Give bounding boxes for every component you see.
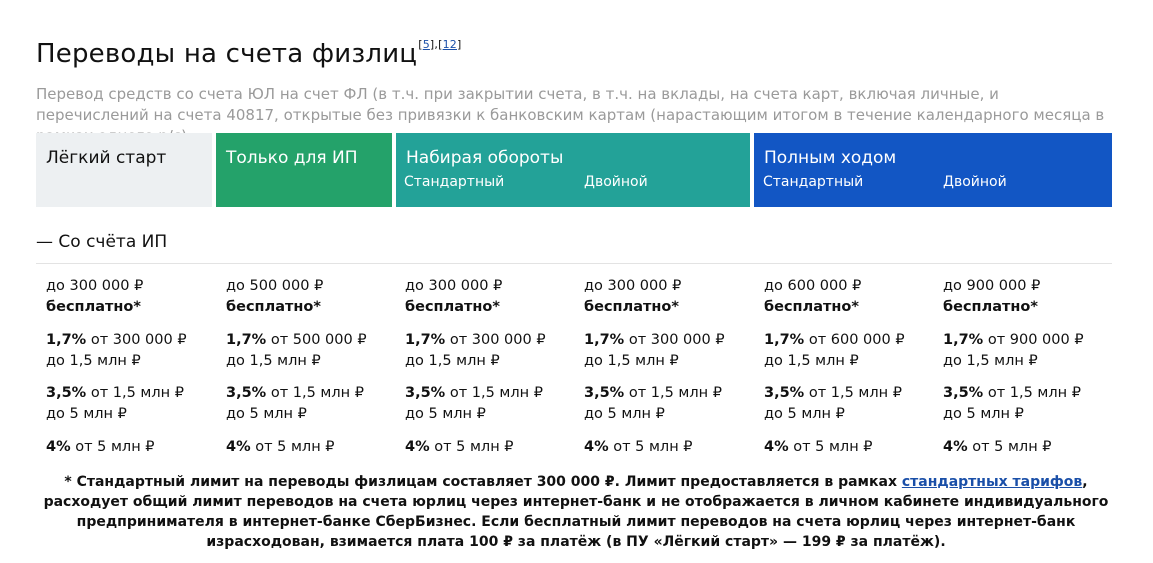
free-label: бесплатно* [46,299,141,315]
tier-upto: до 5 млн ₽ [226,406,307,422]
tier-from: от 1,5 млн ₽ [86,385,184,401]
tier-3 [584,437,693,458]
tier-rate: 1,7% [943,332,984,348]
plan-header-full-speed [754,133,1112,207]
tier-from: от 600 000 ₽ [804,332,905,348]
plan-header-easy-start [36,133,212,207]
tier-upto: до 5 млн ₽ [584,406,665,422]
tier-rate: 4% [764,439,789,455]
tier-upto: до 1,5 млн ₽ [226,353,321,369]
tier-1 [405,330,546,372]
tier-rate: 3,5% [764,385,805,401]
tier-2 [584,383,722,425]
tier-rate: 1,7% [405,332,446,348]
ref-separator: ],[ [429,38,443,51]
tier-2 [46,383,184,425]
plan-header-gaining-momentum [396,133,750,207]
section-heading-ip-account[interactable]: — Со счёта ИП [36,232,168,252]
free-tier [584,276,681,318]
free-limit: до 300 000 ₽ [584,278,682,294]
tier-from: от 5 млн ₽ [608,439,693,455]
tier-upto: до 1,5 млн ₽ [405,353,500,369]
tier-from: от 1,5 млн ₽ [983,385,1081,401]
tier-from: от 300 000 ₽ [86,332,187,348]
tier-3 [764,437,873,458]
tier-from: от 500 000 ₽ [266,332,367,348]
tier-1 [764,330,905,372]
free-limit: до 300 000 ₽ [405,278,503,294]
tier-rate: 1,7% [46,332,87,348]
ref-bracket: [ [418,38,423,51]
tier-1 [584,330,725,372]
reference-link-12[interactable]: 12 [442,38,458,51]
tier-rate: 3,5% [943,385,984,401]
free-label: бесплатно* [584,299,679,315]
free-limit: до 600 000 ₽ [764,278,862,294]
tier-1 [46,330,187,372]
tier-upto: до 5 млн ₽ [405,406,486,422]
tier-rate: 4% [584,439,609,455]
tier-from: от 5 млн ₽ [788,439,873,455]
tier-upto: до 5 млн ₽ [46,406,127,422]
tier-from: от 5 млн ₽ [967,439,1052,455]
page-title-text: Переводы на счета физлиц [36,39,418,69]
tier-from: от 1,5 млн ₽ [804,385,902,401]
tier-from: от 300 000 ₽ [624,332,725,348]
tier-rate: 3,5% [584,385,625,401]
tier-upto: до 1,5 млн ₽ [764,353,859,369]
free-tier [226,276,323,318]
free-limit: до 500 000 ₽ [226,278,324,294]
plan-variant-double: Двойной [584,174,648,190]
plan-variant-standard: Стандартный [404,174,505,190]
plan-name: Только для ИП [226,148,358,168]
tier-rate: 3,5% [226,385,267,401]
page-title [36,38,462,69]
tier-1 [226,330,367,372]
free-label: бесплатно* [943,299,1038,315]
footnote [40,472,1112,552]
free-limit: до 900 000 ₽ [943,278,1041,294]
footnote-text: * Стандартный лимит на переводы физлицам составляет 300 000 ₽. Лимит предоставляется в рамках [64,474,902,490]
tier-from: от 1,5 млн ₽ [624,385,722,401]
tier-rate: 1,7% [584,332,625,348]
tier-upto: до 1,5 млн ₽ [584,353,679,369]
references [418,38,461,51]
tier-3 [226,437,335,458]
tier-rate: 3,5% [46,385,87,401]
tier-2 [764,383,902,425]
tier-rate: 3,5% [405,385,446,401]
tier-rate: 4% [46,439,71,455]
tier-rate: 4% [405,439,430,455]
tier-upto: до 5 млн ₽ [764,406,845,422]
free-label: бесплатно* [226,299,321,315]
plan-header-ip-only [216,133,392,207]
plan-name: Набирая обороты [406,148,564,168]
tier-rate: 4% [943,439,968,455]
tier-rate: 1,7% [764,332,805,348]
plan-name: Полным ходом [764,148,897,168]
tier-from: от 5 млн ₽ [70,439,155,455]
free-tier [943,276,1040,318]
free-label: бесплатно* [764,299,859,315]
free-tier [405,276,502,318]
ref-bracket: ] [457,38,462,51]
tier-rate: 4% [226,439,251,455]
tier-from: от 900 000 ₽ [983,332,1084,348]
reference-link-5[interactable]: 5 [422,38,430,51]
tier-2 [943,383,1081,425]
page-subtitle: Перевод средств со счета ЮЛ на счет ФЛ (в т.ч. при закрытии счета, в т.ч. на вклады, на счета карт, включая личные, и перечислений на счета 40817, открытые без привязки к банковским картам (нарастающим итогом в течение календарного месяца в [36,85,1105,124]
tier-2 [226,383,364,425]
tier-1 [943,330,1084,372]
tier-from: от 5 млн ₽ [429,439,514,455]
standard-tariffs-link[interactable]: стандартных тарифов [901,474,1083,490]
divider [36,263,1112,264]
tier-upto: до 1,5 млн ₽ [46,353,141,369]
tier-2 [405,383,543,425]
free-tier [46,276,143,318]
tier-upto: до 1,5 млн ₽ [943,353,1038,369]
free-tier [764,276,861,318]
tier-from: от 300 000 ₽ [445,332,546,348]
tier-upto: до 5 млн ₽ [943,406,1024,422]
free-label: бесплатно* [405,299,500,315]
tier-3 [405,437,514,458]
plan-variant-standard: Стандартный [763,174,864,190]
tier-3 [943,437,1052,458]
tier-rate: 1,7% [226,332,267,348]
footnote-text: , расходует общий лимит переводов на счета юрлиц через интернет-банк и не отображается в личном кабинете индивидуального предпринимателя в интернет-банке СберБизнес. Если бесплатный лимит переводов на счета юрлиц через интернет-банк израсходован, взимается плата 100 ₽ за платёж (в ПУ «Лёгкий старт» — 199 ₽ за платёж). [43,474,1109,550]
tier-from: от 1,5 млн ₽ [266,385,364,401]
tier-from: от 5 млн ₽ [250,439,335,455]
tier-3 [46,437,155,458]
free-limit: до 300 000 ₽ [46,278,144,294]
tier-from: от 1,5 млн ₽ [445,385,543,401]
plan-variant-double: Двойной [943,174,1007,190]
plan-name: Лёгкий старт [46,148,167,168]
